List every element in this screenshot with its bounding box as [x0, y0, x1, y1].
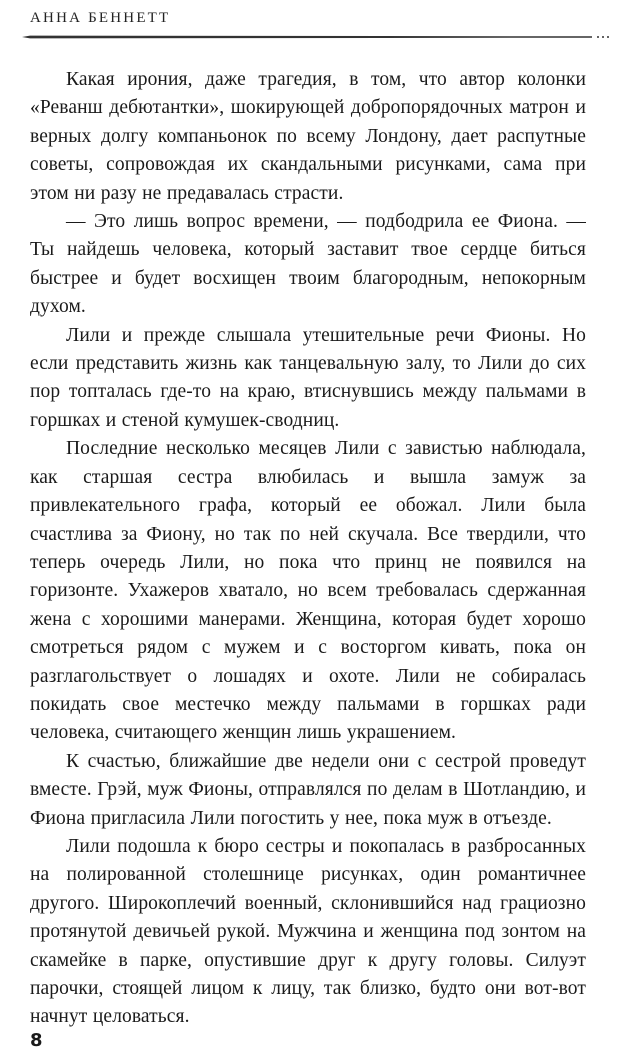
running-head-author: АННА БЕННЕТТ — [30, 10, 171, 26]
header-rule-dot — [597, 36, 599, 38]
paragraph: К счастью, ближайшие две недели они с сестрой проведут вместе. Грэй, муж Фионы, отправлялся по делам в Шотландию, и Фиона пригласила Лили погостить у нее, пока муж в отъезде. — [30, 750, 586, 829]
paragraph: Какая ирония, даже трагедия, в том, что автор колонки «Реванш дебютантки», шокирующей добропорядочных матрон и верных долгу компаньонок по всему Лондону, дает распутные советы, сопровождая их скандальными рисунками, сама при этом ни разу не предавалась страсти. — [30, 69, 586, 204]
page-number: 8 — [30, 1030, 43, 1051]
header-rule-dot — [602, 36, 604, 38]
header-rule-line — [22, 36, 592, 39]
paragraph: Последние несколько месяцев Лили с завистью наблюдала, как старшая сестра влюбилась и вышла замуж за привлекательного графа, который ее обожал. Лили была счастлива за Фиону, но так по ней скучала. Все твердили, что теперь очередь Лили, но пока что принц не появился на горизонте. Ухажеров хватало, но всем требовалась сдержанная жена с хорошими манерами. Женщина, которая будет хорошо смотреться рядом с мужем и с восторгом кивать, пока он разглагольствует о лошадях и охоте. Лили не собиралась покидать свое местечко между пальмами в горшках ради человека, считающего женщин лишь украшением. — [30, 438, 586, 744]
header-rule — [22, 34, 612, 40]
paragraph: — Это лишь вопрос времени, — подбодрила ее Фиона. — Ты найдешь человека, который заставит твое сердце биться быстрее и будет восхищен твоим благородным, непокорным духом. — [30, 211, 586, 318]
header-rule-dot — [607, 36, 609, 38]
body-text — [30, 66, 586, 1032]
paragraph: Лили подошла к бюро сестры и покопалась в разбросанных на полированной столешнице рисунках, один романтичнее другого. Широкоплечий военный, склонившийся над грациозно протянутой девичьей рукой. Мужчина и женщина под зонтом на скамейке в парке, опустившие друг к другу головы. Силуэт парочки, стоящей лицом к лицу, так близко, будто они вот-вот начнут целоваться. — [30, 835, 586, 1028]
paragraph: Лили и прежде слышала утешительные речи Фионы. Но если представить жизнь как танцевальную залу, то Лили до сих пор топталась где-то на краю, втиснувшись между пальмами в горшках и стеной кумушек-сводниц. — [30, 324, 586, 431]
